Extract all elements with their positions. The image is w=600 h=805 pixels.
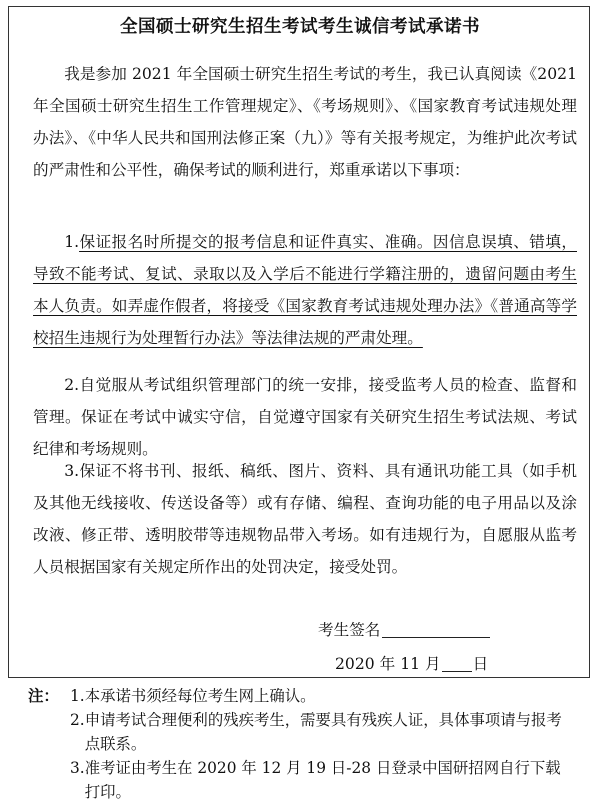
signature-field[interactable]: [382, 619, 490, 638]
note-item-3: [28, 756, 568, 804]
pledge-item-1: [33, 226, 577, 354]
pledge-item-2: [33, 369, 577, 465]
pledge-item-text: 保证不将书刊、报纸、稿纸、图片、资料、具有通讯功能工具（如手机及其他无线接收、传送设备等）或有存储、编程、查询功能的电子用品以及涂改液、修正带、透明胶带等违规物品带入考场。如有违规行为，自愿服从监考人员根据国家有关规定所作出的处罚决定，接受处罚。: [33, 462, 577, 576]
date-day-field[interactable]: [442, 655, 472, 672]
signature-label: 考生签名: [318, 621, 381, 639]
pledge-item-number: 1.: [64, 233, 80, 251]
note-number: 3.: [70, 759, 85, 777]
note-text: 申请考试合理便利的残疾考生，需要具有残疾人证，具体事项请与报考点联系。: [84, 711, 562, 753]
date-suffix: 日: [472, 655, 489, 673]
signature-row: [318, 618, 490, 640]
date-prefix: 2020 年 11 月: [335, 655, 441, 673]
pledge-item-3: [33, 455, 577, 583]
note-text: 准考证由考生在 2020 年 12 月 19 日-28 日登录中国研招网自行下载打印。: [84, 759, 561, 801]
pledge-item-number: 2.: [64, 376, 80, 394]
date-row: [335, 652, 488, 674]
note-text: 本承诺书须经每位考生网上确认。: [84, 687, 316, 705]
notes-label: 注：: [28, 687, 59, 705]
notes-section: [28, 684, 568, 804]
note-item-1: [70, 684, 568, 708]
document-title: 全国硕士研究生招生考试考生诚信考试承诺书: [120, 17, 480, 37]
intro-paragraph: 我是参加 2021 年全国硕士研究生招生考试的考生，我已认真阅读《2021 年全国硕士研究生招生工作管理规定》、《考场规则》、《国家教育考试违规处理办法》、《中华人民共和国刑法修正案（九）》等有关报考规定，为维护此次考试的严肃性和公平性，确保考试的顺利进行，郑重承诺以下事项：: [33, 65, 577, 179]
pledge-item-number: 3.: [64, 462, 80, 480]
pledge-item-text: 保证报名时所提交的报考信息和证件真实、准确。因信息误填、错填，导致不能考试、复试、录取以及入学后不能进行学籍注册的，遗留问题由考生本人负责。如弄虚作假者，将接受《国家教育考试违规处理办法》《普通高等学校招生违规行为处理暂行办法》等法律法规的严肃处理。: [33, 233, 577, 347]
note-number: 1.: [70, 687, 85, 705]
pledge-box: [8, 6, 590, 678]
note-item-2: [28, 708, 568, 756]
note-number: 2.: [70, 711, 85, 729]
pledge-item-text: 自觉服从考试组织管理部门的统一安排，接受监考人员的检查、监督和管理。保证在考试中诚实守信，自觉遵守国家有关研究生招生考试法规、考试纪律和考场规则。: [33, 376, 577, 458]
